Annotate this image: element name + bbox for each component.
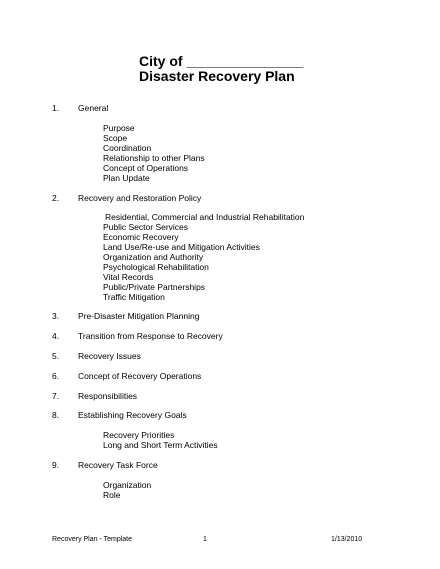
section-heading: Responsibilities	[78, 391, 138, 401]
subsection-item: Coordination	[103, 143, 152, 153]
subsection-item: Role	[103, 490, 121, 500]
subsection-item: Land Use/Re-use and Mitigation Activities	[103, 242, 260, 252]
subsection-item: Residential, Commercial and Industrial Rehabilitation	[105, 212, 305, 222]
subsection-item: Long and Short Term Activities	[103, 440, 218, 450]
subsection-item: Plan Update	[103, 173, 150, 183]
section-heading: Recovery and Restoration Policy	[78, 193, 202, 203]
subsection-item: Vital Records	[103, 272, 154, 282]
subsection-item: Traffic Mitigation	[103, 292, 165, 302]
subsection-item: Recovery Priorities	[103, 430, 175, 440]
section-number: 5.	[52, 351, 60, 361]
section-number: 4.	[52, 331, 60, 341]
section-heading: Recovery Issues	[78, 351, 141, 361]
subsection-item: Organization and Authority	[103, 252, 204, 262]
subsection-item: Economic Recovery	[103, 232, 179, 242]
section-number: 8.	[52, 410, 60, 420]
document-title-line1: City of _______________	[139, 53, 304, 69]
section-heading: Concept of Recovery Operations	[78, 371, 202, 381]
section-heading: Establishing Recovery Goals	[78, 410, 187, 420]
section-number: 2.	[52, 193, 60, 203]
footer-date: 1/13/2010	[331, 536, 363, 543]
footer-document-name: Recovery Plan - Template	[52, 536, 133, 543]
section-number: 1.	[52, 103, 60, 113]
subsection-item: Psychological Rehabilitation	[103, 262, 209, 272]
section-number: 3.	[52, 311, 60, 321]
section-number: 9.	[52, 460, 60, 470]
subsection-item: Public Sector Services	[103, 222, 189, 232]
subsection-item: Public/Private Partnerships	[103, 282, 206, 292]
section-heading: General	[78, 103, 109, 113]
subsection-item: Organization	[103, 480, 152, 490]
section-heading: Recovery Task Force	[78, 460, 158, 470]
footer-page-number: 1	[203, 536, 207, 543]
section-number: 7.	[52, 391, 60, 401]
document-title-line2: Disaster Recovery Plan	[139, 68, 295, 84]
section-heading: Transition from Response to Recovery	[78, 331, 223, 341]
section-number: 6.	[52, 371, 60, 381]
subsection-item: Relationship to other Plans	[103, 153, 205, 163]
subsection-item: Purpose	[103, 123, 135, 133]
subsection-item: Scope	[103, 133, 128, 143]
section-heading: Pre-Disaster Mitigation Planning	[78, 311, 200, 321]
subsection-item: Concept of Operations	[103, 163, 189, 173]
